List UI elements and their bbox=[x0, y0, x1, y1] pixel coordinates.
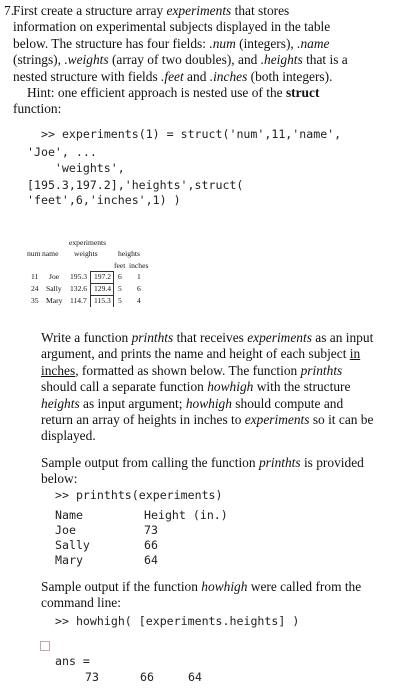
output-height: 66 bbox=[144, 538, 158, 552]
task-line: return an array of heights in inches to experiments so it can be bbox=[41, 412, 374, 428]
sample-line: Sample output from calling the function printhts is provided bbox=[41, 455, 364, 470]
cell-feet: 5 bbox=[118, 296, 122, 305]
cell-weight1: 132.6 bbox=[70, 284, 88, 293]
header-weights: weights bbox=[74, 249, 98, 258]
output-height: 64 bbox=[144, 553, 158, 567]
code-line: 'Joe', ... bbox=[27, 145, 97, 159]
cell-weight1: 195.3 bbox=[70, 272, 88, 281]
task-line: argument, and prints the name and height of each subject in bbox=[41, 346, 361, 362]
intro-line: below. The structure has four fields: .num (integers), .name bbox=[13, 35, 330, 51]
intro-line: (strings), .weights (array of two doubles), and .heights that is a bbox=[13, 52, 348, 68]
table-title: experiments bbox=[69, 238, 107, 247]
header-name: name bbox=[42, 249, 59, 258]
subheader-feet: feet bbox=[114, 261, 126, 270]
header-heights: heights bbox=[118, 249, 140, 258]
col-header-height: Height (in.) bbox=[144, 508, 228, 522]
cell-name: Mary bbox=[46, 296, 63, 305]
cell-num: 11 bbox=[31, 272, 39, 281]
output-height: 73 bbox=[144, 523, 158, 537]
ans-value: 66 bbox=[140, 670, 154, 684]
sample-line: below: bbox=[41, 471, 78, 487]
code-line: 'feet',6,'inches',1) ) bbox=[27, 193, 181, 207]
intro-line: information on experimental subjects displayed in the table bbox=[13, 19, 331, 35]
sample-line: command line: bbox=[41, 595, 121, 611]
table-rule bbox=[90, 271, 91, 307]
task-line: displayed. bbox=[41, 428, 96, 444]
checkbox[interactable] bbox=[40, 641, 50, 651]
cell-weight1: 114.7 bbox=[70, 296, 87, 305]
table-rule bbox=[90, 295, 113, 296]
experiments-table bbox=[0, 0, 405, 330]
hint-line: Hint: one efficient approach is nested use of the struct bbox=[27, 85, 320, 101]
cell-inches: 6 bbox=[137, 284, 141, 293]
output-name: Joe bbox=[55, 523, 76, 537]
code-line: >> experiments(1) = struct('num',11,'name', bbox=[41, 127, 342, 141]
ans-value: 73 bbox=[85, 670, 99, 684]
table-rule bbox=[113, 271, 114, 307]
ans-value: 64 bbox=[188, 670, 202, 684]
task-line: Write a function printhts that receives experiments as an input bbox=[41, 330, 374, 345]
howhigh-output-intro bbox=[41, 579, 401, 612]
task-line: inches, formatted as shown below. The function printhts bbox=[41, 362, 343, 378]
cell-feet: 6 bbox=[118, 272, 122, 281]
cell-name: Joe bbox=[49, 272, 60, 281]
sample-output-intro bbox=[41, 455, 401, 488]
task-description bbox=[41, 330, 401, 445]
hint-line: function: bbox=[13, 101, 62, 117]
output-name: Mary bbox=[55, 553, 83, 567]
sample-line: Sample output if the function howhigh were called from the bbox=[41, 579, 362, 594]
cell-inches: 1 bbox=[137, 272, 141, 281]
header-num: num bbox=[27, 249, 41, 258]
intro-line: nested structure with fields .feet and .inches (both integers). bbox=[13, 68, 333, 84]
cell-name: Sally bbox=[46, 284, 62, 293]
ans-label: ans = bbox=[55, 654, 90, 668]
subheader-inches: inches bbox=[129, 261, 149, 270]
table-rule bbox=[90, 283, 113, 284]
col-header-name: Name bbox=[55, 508, 83, 522]
cell-inches: 4 bbox=[137, 296, 141, 305]
code-line: 'weights', bbox=[27, 161, 125, 175]
cell-weight2: 197.2 bbox=[94, 272, 112, 281]
command-line: >> printhts(experiments) bbox=[55, 488, 223, 502]
cell-num: 35 bbox=[31, 296, 39, 305]
problem-number: 7. bbox=[4, 3, 15, 18]
cell-weight2: 129.4 bbox=[94, 284, 112, 293]
cell-num: 24 bbox=[31, 284, 39, 293]
output-name: Sally bbox=[55, 538, 90, 552]
cell-feet: 5 bbox=[118, 284, 122, 293]
code-line: [195.3,197.2],'heights',struct( bbox=[27, 178, 244, 192]
table-rule bbox=[90, 271, 113, 272]
command-line: >> howhigh( [experiments.heights] ) bbox=[55, 614, 300, 628]
task-line: should call a separate function howhigh with the structure bbox=[41, 379, 351, 395]
intro-line: First create a structure array experiments that stores bbox=[13, 3, 290, 18]
task-line: heights as input argument; howhigh should compute and bbox=[41, 395, 344, 411]
cell-weight2: 115.3 bbox=[94, 296, 111, 305]
